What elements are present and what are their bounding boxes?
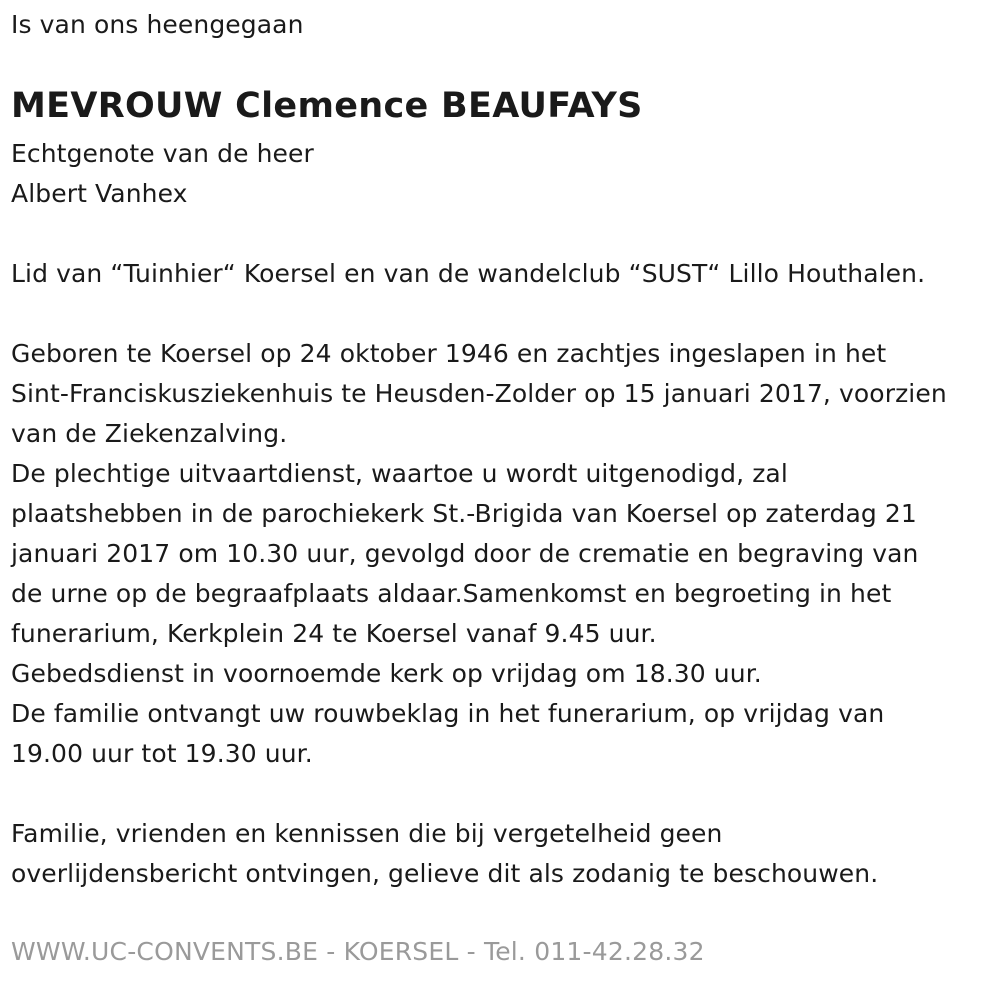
- funeral-details: [11, 334, 947, 774]
- body-line: januari 2017 om 10.30 uur, gevolgd door de crematie en begraving van: [11, 539, 919, 568]
- closing-line: Familie, vrienden en kennissen die bij vergetelheid geen: [11, 819, 723, 848]
- body-line: plaatshebben in de parochiekerk St.-Brigida van Koersel op zaterdag 21: [11, 499, 917, 528]
- body-line: De familie ontvangt uw rouwbeklag in het funerarium, op vrijdag van: [11, 699, 885, 728]
- spouse-line: Echtgenote van de heer: [11, 139, 314, 168]
- body-line: de urne op de begraafplaats aldaar.Samenkomst en begroeting in het: [11, 579, 892, 608]
- membership-text: Lid van “Tuinhier“ Koersel en van de wandelclub “SUST“ Lillo Houthalen.: [11, 259, 926, 288]
- body-line: Sint-Franciskusziekenhuis te Heusden-Zolder op 15 januari 2017, voorzien: [11, 379, 947, 408]
- body-line: van de Ziekenzalving.: [11, 419, 288, 448]
- body-line: De plechtige uitvaartdienst, waartoe u wordt uitgenodigd, zal: [11, 459, 788, 488]
- body-line: Geboren te Koersel op 24 oktober 1946 en zachtjes ingeslapen in het: [11, 339, 887, 368]
- body-line: Gebedsdienst in voornoemde kerk op vrijdag om 18.30 uur.: [11, 659, 762, 688]
- body-line: funerarium, Kerkplein 24 te Koersel vanaf 9.45 uur.: [11, 619, 657, 648]
- intro-text: Is van ons heengegaan: [11, 10, 304, 39]
- deceased-name: MEVROUW Clemence BEAUFAYS: [11, 86, 643, 126]
- closing-line: overlijdensbericht ontvingen, gelieve dit als zodanig te beschouwen.: [11, 859, 879, 888]
- footer-contact: WWW.UC-CONVENTS.BE - KOERSEL - Tel. 011-42.28.32: [11, 937, 705, 966]
- spouse-name: Albert Vanhex: [11, 179, 188, 208]
- body-line: 19.00 uur tot 19.30 uur.: [11, 739, 313, 768]
- closing-note: [11, 814, 878, 894]
